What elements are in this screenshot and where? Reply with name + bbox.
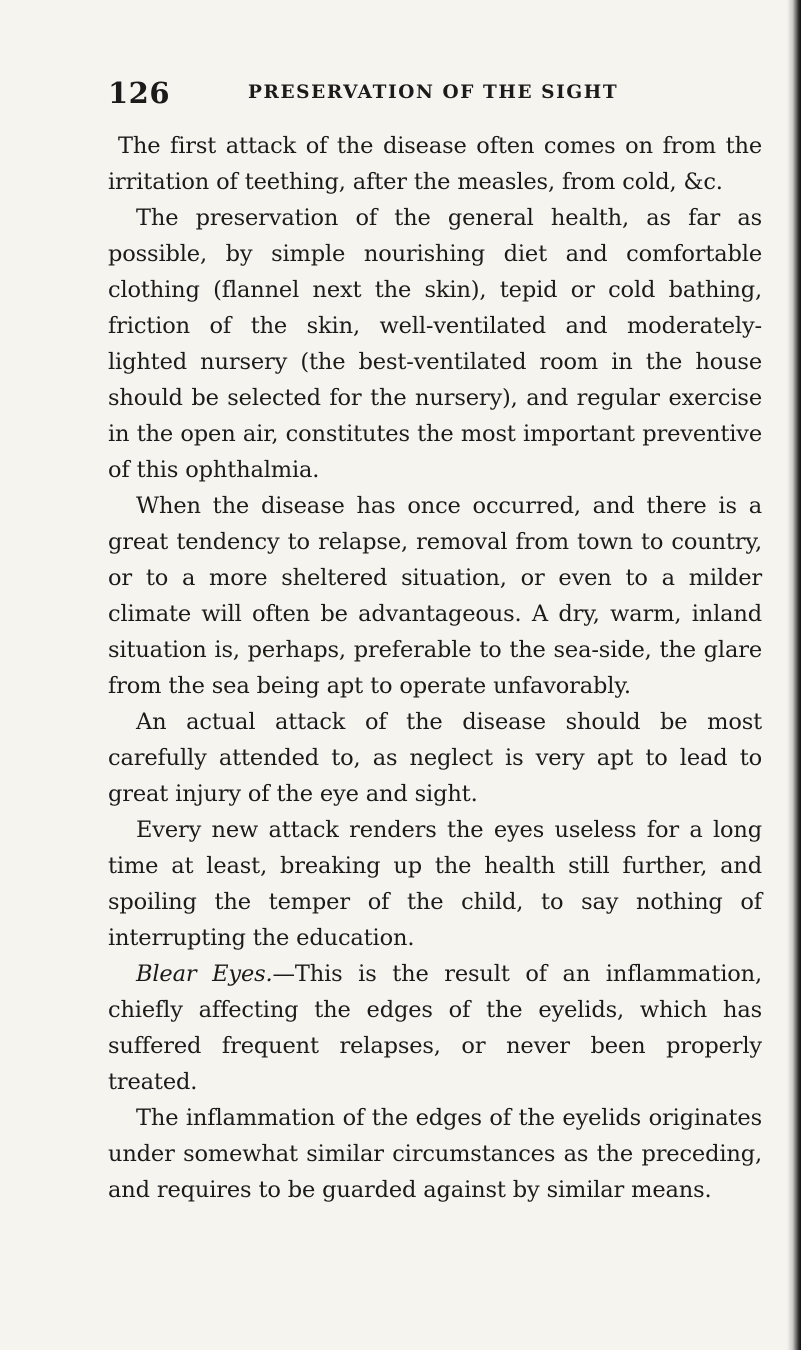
paragraph-text: The first attack of the disease often comes on from the irritation of teething, after the measles, from cold, &c.: [108, 133, 762, 195]
paragraph-every-new-attack: [108, 812, 762, 956]
paragraph-relapse: [108, 488, 762, 704]
paragraph-blear-eyes: [108, 956, 762, 1100]
paragraph-actual-attack: [108, 704, 762, 812]
paragraph-first-attack: [108, 128, 762, 200]
paragraph-preservation: [108, 200, 762, 488]
paragraph-inflammation-edges: [108, 1100, 762, 1208]
paragraph-text: The preservation of the general health, as far as possible, by simple nourishing diet and comfortable clothing (flannel next the skin), tepid or cold bathing, friction of the skin, well-ventilated and moderately-lighted nursery (the best-ventilated room in the house should be selected for the nursery), and regular exercise in the open air, constitutes the most important preventive of this ophthalmia.: [108, 205, 762, 483]
page-header: [108, 76, 758, 110]
section-term: Blear Eyes.: [136, 961, 273, 987]
running-title: PRESERVATION OF THE SIGHT: [248, 82, 619, 103]
paragraph-text: The inflammation of the edges of the eyelids originates under somewhat similar circumstances as the preceding, and requires to be guarded against by similar means.: [108, 1105, 762, 1203]
page-edge-shadow: [787, 0, 801, 1350]
page-number: 126: [108, 76, 171, 110]
body-text: [108, 128, 762, 1208]
paragraph-text: When the disease has once occurred, and there is a great tendency to relapse, removal from town to country, or to a more sheltered situation, or even to a milder climate will often be advantageous. A dry, warm, inland situation is, perhaps, preferable to the sea-side, the glare from the sea being apt to operate unfavorably.: [108, 493, 762, 699]
paragraph-text: An actual attack of the disease should be most carefully attended to, as neglect is very apt to lead to great injury of the eye and sight.: [108, 709, 762, 807]
paragraph-text: Every new attack renders the eyes useless for a long time at least, breaking up the health still further, and spoiling the temper of the child, to say nothing of interrupting the education.: [108, 817, 762, 951]
paragraph-text: —This is the result of an inflammation, chiefly affecting the edges of the eyelids, which has suffered frequent relapses, or never been properly treated.: [108, 961, 762, 1095]
